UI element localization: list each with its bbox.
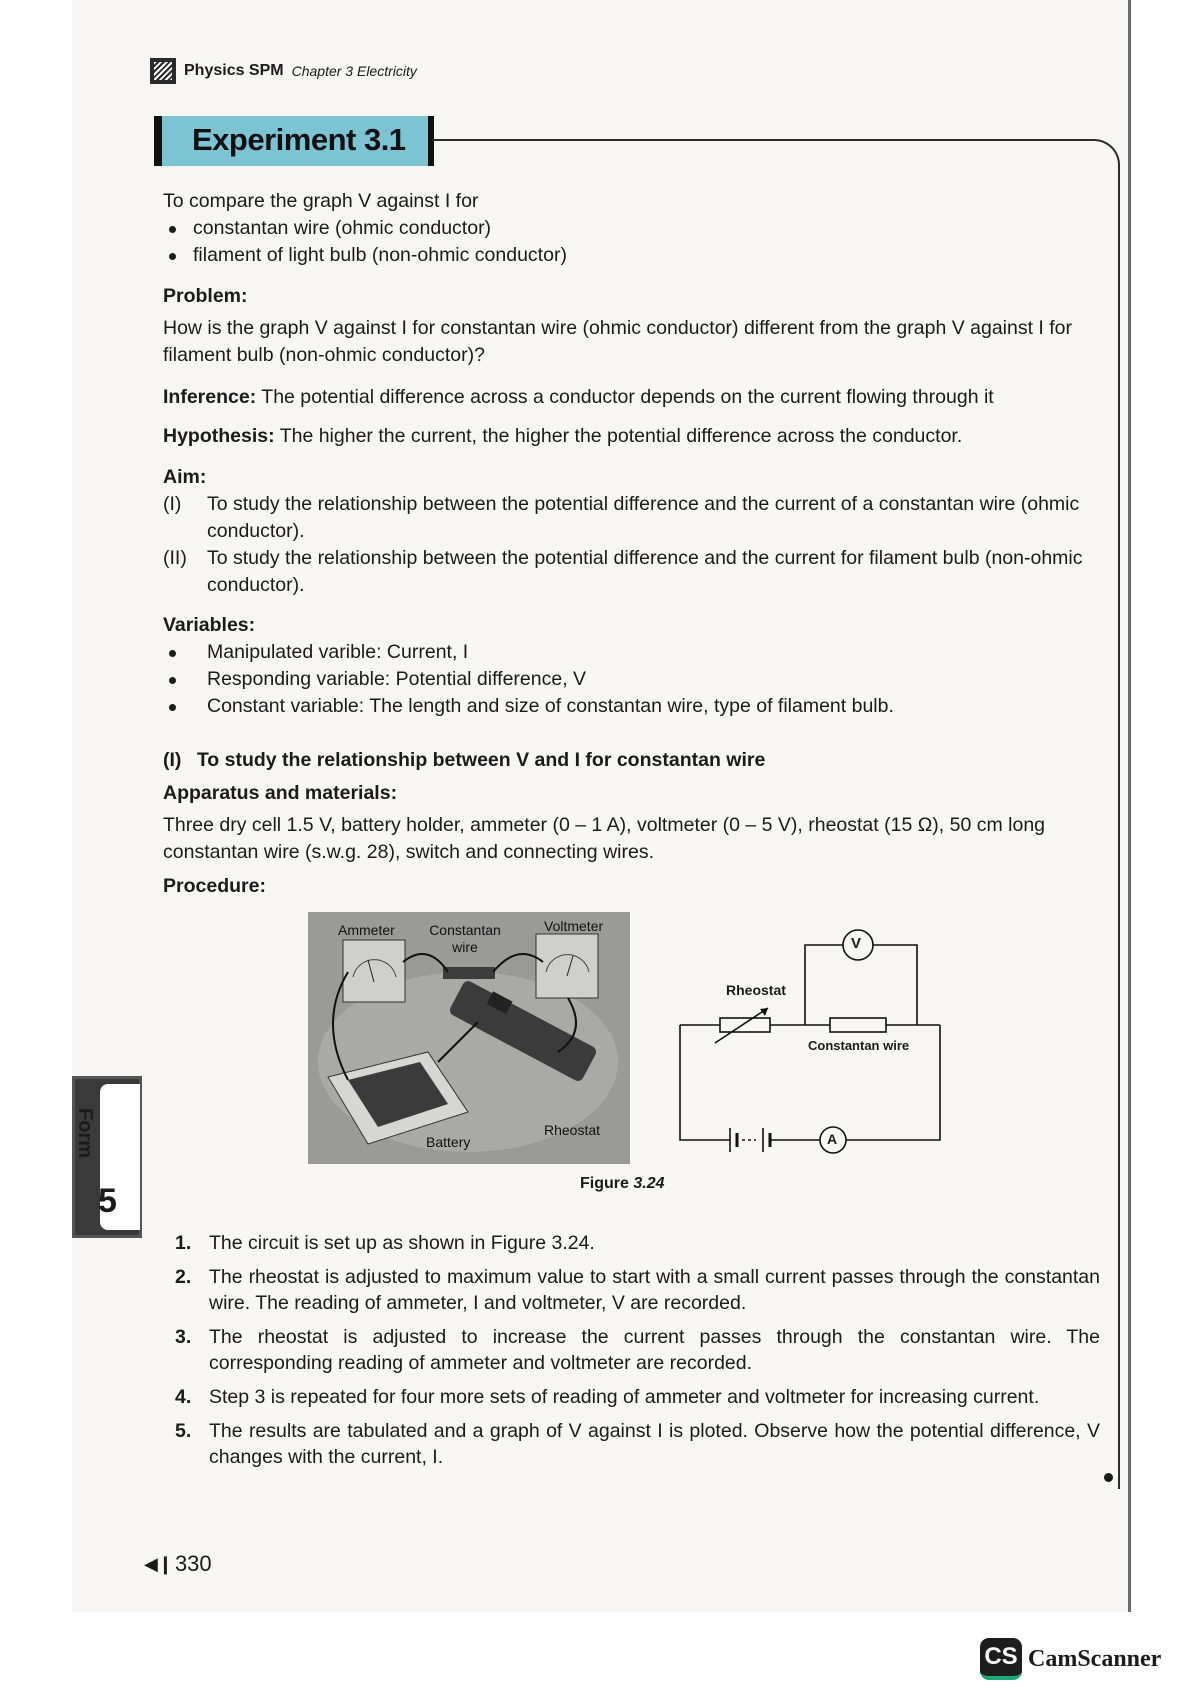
aim-item-text: To study the relationship between the potential difference and the current of a constantan wire (ohmic conductor). — [207, 493, 1080, 542]
variable-item: Constant variable: The length and size of constantan wire, type of filament bulb. — [163, 693, 1108, 720]
intro-bullets — [163, 215, 1063, 269]
step-text: The rheostat is adjusted to increase the current passes through the constantan wire. The corresponding reading of ammeter and voltmeter are recorded. — [209, 1326, 1100, 1374]
inference-block — [163, 384, 1108, 411]
problem-text: How is the graph V against I for constantan wire (ohmic conductor) different from the graph V against I for filament bulb (non-ohmic conductor)? — [163, 317, 1073, 366]
inference-label: Inference: — [163, 386, 257, 408]
side-tab-word: Form — [74, 1108, 96, 1158]
procedure-label: Procedure: — [163, 875, 266, 897]
problem-label: Problem: — [163, 285, 248, 307]
hypothesis-text: The higher the current, the higher the potential difference across the conductor. — [279, 425, 963, 447]
intro-bullet: constantan wire (ohmic conductor) — [163, 215, 1063, 242]
section-one-title: To study the relationship between V and I for constantan wire — [196, 749, 766, 771]
camscanner-watermark — [980, 1638, 1161, 1680]
header-chapter: Chapter 3 Electricity — [291, 63, 417, 79]
hypothesis-block — [163, 423, 1108, 450]
circuit-label-rheostat: Rheostat — [726, 982, 786, 998]
step-number: 5. — [175, 1420, 192, 1442]
intro-block — [163, 188, 1063, 269]
variables-block — [163, 612, 1108, 720]
camscanner-name: CamScanner — [1028, 1645, 1162, 1672]
aim-item-number: (I) — [163, 493, 182, 515]
photo-label-ammeter: Ammeter — [338, 922, 395, 938]
book-logo-icon — [150, 58, 176, 84]
apparatus-text: Three dry cell 1.5 V, battery holder, ammeter (0 – 1 A), voltmeter (0 – 5 V), rheostat (15 Ω), 50 cm long constantan wire (s.w.g. 28), switch and connecting wires. — [163, 814, 1046, 863]
aim-item — [163, 545, 1108, 599]
procedure-steps — [175, 1230, 1100, 1478]
camscanner-logo-icon: CS — [980, 1638, 1022, 1680]
aim-block — [163, 464, 1108, 599]
procedure-step — [175, 1418, 1100, 1470]
photo-label-voltmeter: Voltmeter — [544, 918, 604, 934]
inference-text: The potential difference across a conductor depends on the current flowing through it — [261, 386, 994, 408]
experiment-title-tab — [154, 116, 434, 166]
circuit-label-constantan: Constantan wire — [808, 1038, 910, 1053]
section-one-heading — [163, 747, 1108, 774]
page-edge — [1128, 0, 1131, 1612]
step-number: 3. — [175, 1326, 192, 1348]
figure-caption-prefix: Figure — [580, 1175, 629, 1192]
photo-label-rheostat: Rheostat — [544, 1122, 601, 1138]
frame-end-dot — [1104, 1473, 1113, 1482]
step-text: Step 3 is repeated for four more sets of reading of ammeter and voltmeter for increasing current. — [209, 1386, 1040, 1408]
photo-label-constantan: Constantan wire — [429, 922, 501, 955]
step-number: 4. — [175, 1386, 192, 1408]
apparatus-photo — [308, 912, 630, 1164]
experiment-title: Experiment 3.1 — [192, 122, 406, 157]
aim-item — [163, 491, 1108, 545]
apparatus-label: Apparatus and materials: — [163, 782, 398, 804]
step-text: The results are tabulated and a graph of V against I is ploted. Observe how the potential difference, V changes with the current, I. — [209, 1420, 1100, 1468]
running-header — [150, 56, 417, 86]
variable-item: Responding variable: Potential difference, V — [163, 666, 1108, 693]
photo-label-battery: Battery — [426, 1134, 471, 1150]
section-one-number: (I) — [163, 749, 182, 771]
circuit-ammeter-symbol: A — [827, 1131, 838, 1147]
intro-line: To compare the graph V against I for — [163, 190, 479, 212]
step-number: 1. — [175, 1232, 192, 1254]
variable-item: Manipulated varible: Current, I — [163, 639, 1108, 666]
aim-item-number: (II) — [163, 547, 187, 569]
circuit-voltmeter-symbol: V — [851, 935, 862, 952]
side-tab-number: 5 — [98, 1182, 117, 1220]
intro-bullet: filament of light bulb (non-ohmic conductor) — [163, 242, 1063, 269]
procedure-step — [175, 1230, 1100, 1256]
apparatus-block — [163, 780, 1108, 866]
aim-item-text: To study the relationship between the potential difference and the current for filament bulb (non-ohmic conductor). — [207, 547, 1083, 596]
figure-caption — [580, 1175, 664, 1193]
hypothesis-label: Hypothesis: — [163, 425, 275, 447]
page-number — [144, 1551, 212, 1577]
page-arrow-icon: ◀❙ — [144, 1553, 173, 1574]
step-number: 2. — [175, 1266, 192, 1288]
procedure-step — [175, 1384, 1100, 1410]
procedure-step — [175, 1324, 1100, 1376]
aim-label: Aim: — [163, 466, 207, 488]
page-number-value: 330 — [174, 1551, 212, 1576]
header-subject: Physics SPM — [184, 62, 284, 79]
procedure-step — [175, 1264, 1100, 1316]
figure-caption-number: 3.24 — [633, 1175, 665, 1192]
step-text: The rheostat is adjusted to maximum value to start with a small current passes through the constantan wire. The reading of ammeter, I and voltmeter, V are recorded. — [209, 1266, 1100, 1314]
variables-label: Variables: — [163, 614, 256, 636]
problem-block — [163, 283, 1108, 369]
step-text: The circuit is set up as shown in Figure 3.24. — [209, 1232, 595, 1254]
circuit-diagram — [670, 920, 950, 1160]
variables-list — [163, 639, 1108, 720]
